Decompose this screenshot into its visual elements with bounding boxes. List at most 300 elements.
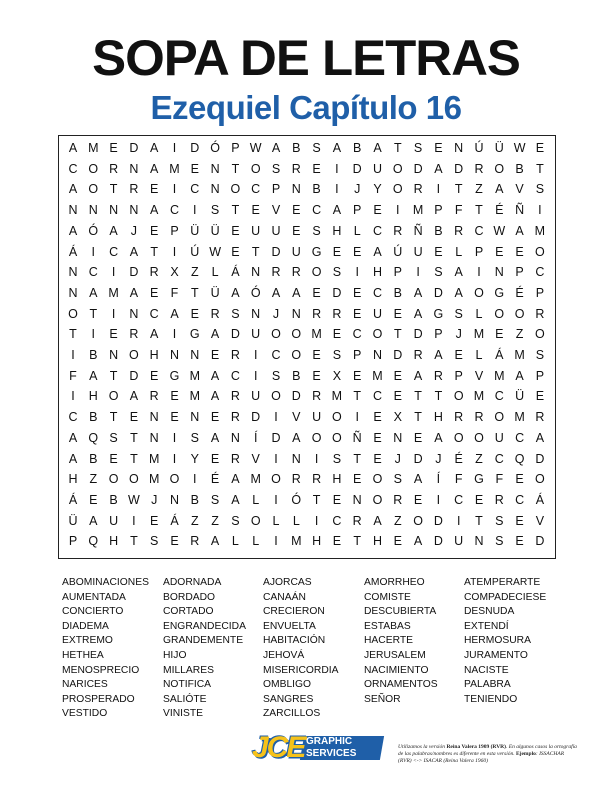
grid-cell[interactable]: T: [109, 182, 118, 197]
grid-cell[interactable]: E: [292, 223, 301, 238]
grid-cell[interactable]: A: [210, 327, 220, 342]
grid-cell[interactable]: N: [190, 348, 200, 362]
grid-cell[interactable]: A: [292, 430, 301, 445]
grid-cell[interactable]: C: [474, 223, 484, 238]
grid-cell[interactable]: C: [372, 389, 383, 404]
grid-cell[interactable]: N: [190, 410, 200, 425]
grid-cell[interactable]: T: [231, 203, 240, 218]
grid-cell[interactable]: S: [109, 430, 118, 445]
grid-cell[interactable]: I: [91, 327, 96, 342]
grid-cell[interactable]: Á: [68, 244, 78, 259]
grid-cell[interactable]: W: [209, 244, 221, 259]
grid-cell[interactable]: E: [150, 368, 159, 383]
grid-cell[interactable]: A: [210, 389, 220, 404]
grid-cell[interactable]: H: [149, 348, 159, 362]
grid-cell[interactable]: D: [393, 348, 403, 362]
grid-cell[interactable]: V: [271, 203, 281, 218]
grid-cell[interactable]: T: [536, 161, 544, 176]
grid-cell[interactable]: O: [108, 389, 119, 404]
grid-cell[interactable]: A: [68, 223, 78, 238]
grid-cell[interactable]: N: [291, 182, 301, 197]
grid-cell[interactable]: D: [433, 534, 443, 549]
grid-cell[interactable]: E: [393, 534, 402, 549]
grid-cell[interactable]: P: [434, 203, 443, 218]
grid-cell[interactable]: J: [151, 492, 158, 507]
grid-cell[interactable]: Q: [514, 451, 525, 466]
grid-cell[interactable]: L: [475, 306, 483, 321]
grid-cell[interactable]: E: [413, 492, 423, 507]
grid-cell[interactable]: G: [189, 327, 200, 342]
grid-cell[interactable]: I: [436, 492, 441, 507]
grid-cell[interactable]: R: [413, 182, 423, 197]
grid-cell[interactable]: R: [433, 368, 443, 383]
grid-cell[interactable]: I: [71, 348, 75, 362]
grid-cell[interactable]: X: [393, 410, 402, 425]
grid-cell[interactable]: W: [513, 141, 526, 155]
grid-cell[interactable]: Z: [89, 472, 98, 487]
grid-cell[interactable]: N: [149, 410, 159, 425]
grid-cell[interactable]: C: [149, 306, 159, 321]
grid-cell[interactable]: D: [271, 244, 281, 259]
grid-cell[interactable]: E: [373, 203, 382, 218]
grid-cell[interactable]: Ñ: [352, 430, 362, 445]
grid-cell[interactable]: L: [292, 513, 300, 528]
grid-cell[interactable]: M: [108, 285, 119, 300]
grid-cell[interactable]: A: [129, 285, 139, 300]
grid-cell[interactable]: R: [230, 389, 240, 404]
grid-cell[interactable]: P: [393, 265, 402, 280]
grid-cell[interactable]: C: [494, 451, 504, 466]
grid-cell[interactable]: M: [189, 389, 200, 404]
grid-cell[interactable]: D: [230, 327, 240, 342]
grid-cell[interactable]: U: [291, 244, 301, 259]
grid-cell[interactable]: A: [68, 451, 78, 466]
grid-cell[interactable]: T: [231, 161, 240, 176]
grid-cell[interactable]: E: [515, 472, 524, 487]
grid-cell[interactable]: A: [231, 472, 240, 487]
grid-cell[interactable]: I: [355, 265, 359, 280]
grid-cell[interactable]: D: [291, 389, 301, 404]
grid-cell[interactable]: A: [413, 534, 423, 549]
grid-cell[interactable]: V: [251, 451, 260, 466]
grid-cell[interactable]: S: [150, 534, 159, 549]
grid-cell[interactable]: O: [271, 327, 281, 342]
grid-cell[interactable]: Ú: [190, 244, 200, 259]
grid-cell[interactable]: É: [495, 203, 504, 218]
grid-cell[interactable]: R: [494, 492, 504, 507]
grid-cell[interactable]: B: [190, 492, 199, 507]
grid-cell[interactable]: N: [474, 534, 484, 549]
grid-cell[interactable]: R: [454, 410, 464, 425]
grid-cell[interactable]: F: [170, 285, 179, 300]
grid-cell[interactable]: I: [314, 451, 319, 466]
grid-cell[interactable]: M: [412, 203, 424, 218]
grid-cell[interactable]: P: [454, 368, 463, 383]
grid-cell[interactable]: H: [88, 389, 98, 404]
grid-cell[interactable]: A: [332, 203, 342, 218]
grid-cell[interactable]: A: [210, 368, 220, 383]
grid-cell[interactable]: D: [129, 368, 139, 383]
grid-cell[interactable]: T: [434, 389, 443, 404]
grid-cell[interactable]: E: [332, 244, 342, 259]
grid-cell[interactable]: T: [393, 327, 402, 342]
grid-cell[interactable]: E: [393, 368, 402, 383]
grid-cell[interactable]: T: [130, 534, 138, 549]
grid-cell[interactable]: A: [535, 430, 545, 445]
grid-cell[interactable]: L: [231, 534, 239, 549]
grid-cell[interactable]: C: [68, 410, 78, 425]
grid-cell[interactable]: E: [515, 513, 524, 528]
grid-cell[interactable]: B: [89, 348, 98, 362]
grid-cell[interactable]: E: [190, 161, 199, 176]
grid-cell[interactable]: C: [454, 492, 464, 507]
grid-cell[interactable]: L: [211, 265, 219, 280]
grid-cell[interactable]: T: [251, 244, 260, 259]
grid-cell[interactable]: E: [393, 389, 402, 404]
grid-cell[interactable]: E: [170, 410, 179, 425]
grid-cell[interactable]: A: [515, 223, 524, 238]
grid-cell[interactable]: U: [454, 534, 464, 549]
grid-cell[interactable]: U: [251, 389, 261, 404]
grid-cell[interactable]: H: [68, 472, 78, 487]
grid-cell[interactable]: E: [454, 348, 463, 362]
grid-cell[interactable]: I: [538, 203, 542, 218]
grid-cell[interactable]: E: [190, 306, 199, 321]
grid-cell[interactable]: A: [210, 534, 220, 549]
grid-cell[interactable]: B: [89, 410, 98, 425]
grid-cell[interactable]: C: [332, 513, 342, 528]
grid-cell[interactable]: D: [251, 410, 261, 425]
grid-cell[interactable]: M: [514, 348, 525, 362]
grid-cell[interactable]: M: [473, 389, 485, 404]
grid-cell[interactable]: A: [89, 285, 98, 300]
grid-cell[interactable]: E: [109, 451, 118, 466]
grid-cell[interactable]: O: [311, 430, 322, 445]
grid-cell[interactable]: I: [314, 513, 319, 528]
grid-cell[interactable]: R: [149, 265, 159, 280]
grid-cell[interactable]: P: [515, 265, 524, 280]
grid-cell[interactable]: S: [332, 348, 342, 362]
grid-cell[interactable]: S: [332, 265, 342, 280]
grid-cell[interactable]: M: [250, 472, 261, 487]
grid-cell[interactable]: L: [455, 244, 463, 259]
grid-cell[interactable]: T: [393, 141, 402, 155]
grid-cell[interactable]: I: [132, 513, 136, 528]
grid-cell[interactable]: C: [251, 182, 261, 197]
grid-cell[interactable]: S: [413, 141, 423, 155]
grid-cell[interactable]: R: [454, 223, 464, 238]
grid-cell[interactable]: I: [172, 141, 177, 155]
grid-cell[interactable]: T: [353, 534, 361, 549]
grid-cell[interactable]: T: [312, 492, 321, 507]
grid-cell[interactable]: J: [354, 182, 361, 197]
grid-cell[interactable]: D: [352, 161, 362, 176]
grid-cell[interactable]: Z: [393, 513, 402, 528]
grid-cell[interactable]: R: [535, 306, 545, 321]
grid-cell[interactable]: N: [230, 430, 240, 445]
grid-cell[interactable]: S: [535, 182, 545, 197]
grid-cell[interactable]: G: [169, 368, 180, 383]
grid-cell[interactable]: I: [274, 410, 278, 425]
grid-cell[interactable]: I: [253, 348, 258, 362]
grid-cell[interactable]: A: [150, 161, 159, 176]
grid-cell[interactable]: T: [414, 389, 422, 404]
grid-cell[interactable]: A: [454, 285, 463, 300]
grid-cell[interactable]: E: [474, 492, 484, 507]
grid-cell[interactable]: N: [454, 141, 464, 155]
grid-cell[interactable]: B: [353, 141, 362, 155]
grid-cell[interactable]: N: [109, 348, 119, 362]
grid-cell[interactable]: S: [434, 265, 443, 280]
grid-cell[interactable]: S: [495, 534, 504, 549]
grid-cell[interactable]: M: [311, 327, 322, 342]
grid-cell[interactable]: V: [474, 368, 484, 383]
grid-cell[interactable]: J: [435, 451, 442, 466]
grid-cell[interactable]: I: [456, 513, 461, 528]
grid-cell[interactable]: S: [454, 306, 463, 321]
grid-cell[interactable]: I: [111, 265, 116, 280]
grid-cell[interactable]: M: [473, 327, 485, 342]
grid-cell[interactable]: Á: [495, 348, 504, 362]
grid-cell[interactable]: O: [392, 182, 403, 197]
grid-cell[interactable]: Z: [190, 513, 199, 528]
grid-cell[interactable]: R: [230, 410, 240, 425]
grid-cell[interactable]: L: [252, 492, 260, 507]
grid-cell[interactable]: I: [396, 203, 400, 218]
grid-cell[interactable]: E: [495, 327, 504, 342]
grid-cell[interactable]: E: [210, 348, 220, 362]
grid-cell[interactable]: E: [434, 244, 443, 259]
grid-cell[interactable]: E: [231, 244, 240, 259]
grid-cell[interactable]: E: [353, 306, 362, 321]
grid-cell[interactable]: M: [494, 368, 505, 383]
grid-cell[interactable]: E: [170, 534, 179, 549]
grid-cell[interactable]: E: [353, 472, 362, 487]
grid-cell[interactable]: Ü: [190, 223, 200, 238]
grid-cell[interactable]: I: [172, 430, 177, 445]
grid-cell[interactable]: A: [210, 430, 220, 445]
grid-cell[interactable]: R: [149, 389, 159, 404]
grid-cell[interactable]: E: [495, 244, 504, 259]
grid-cell[interactable]: A: [495, 182, 504, 197]
grid-cell[interactable]: O: [494, 410, 505, 425]
grid-cell[interactable]: A: [434, 161, 443, 176]
grid-cell[interactable]: U: [494, 430, 504, 445]
grid-cell[interactable]: B: [312, 182, 321, 197]
grid-cell[interactable]: U: [312, 410, 322, 425]
grid-cell[interactable]: A: [454, 265, 463, 280]
grid-cell[interactable]: D: [129, 141, 139, 155]
grid-cell[interactable]: R: [535, 410, 545, 425]
grid-cell[interactable]: I: [274, 534, 278, 549]
grid-cell[interactable]: I: [172, 244, 177, 259]
grid-cell[interactable]: T: [475, 203, 483, 218]
grid-cell[interactable]: O: [291, 348, 302, 362]
grid-cell[interactable]: H: [433, 410, 443, 425]
grid-cell[interactable]: R: [129, 327, 139, 342]
grid-cell[interactable]: O: [271, 472, 281, 487]
grid-cell[interactable]: H: [332, 472, 342, 487]
grid-cell[interactable]: Z: [475, 451, 483, 466]
grid-cell[interactable]: R: [109, 161, 119, 176]
grid-cell[interactable]: N: [68, 203, 78, 218]
grid-cell[interactable]: E: [210, 410, 220, 425]
grid-cell[interactable]: W: [127, 492, 140, 507]
grid-cell[interactable]: S: [231, 513, 240, 528]
grid-cell[interactable]: D: [433, 285, 443, 300]
grid-cell[interactable]: Z: [515, 327, 524, 342]
grid-cell[interactable]: I: [111, 306, 116, 321]
grid-cell[interactable]: N: [210, 182, 220, 197]
grid-cell[interactable]: O: [68, 306, 78, 321]
grid-cell[interactable]: Ó: [291, 492, 302, 507]
grid-cell[interactable]: R: [312, 389, 322, 404]
grid-cell[interactable]: Ó: [250, 285, 261, 300]
grid-cell[interactable]: A: [271, 285, 281, 300]
grid-cell[interactable]: E: [210, 451, 220, 466]
grid-cell[interactable]: B: [109, 492, 118, 507]
grid-cell[interactable]: T: [89, 306, 98, 321]
grid-cell[interactable]: E: [413, 430, 423, 445]
grid-cell[interactable]: E: [312, 348, 321, 362]
grid-cell[interactable]: A: [413, 368, 423, 383]
grid-cell[interactable]: P: [170, 223, 179, 238]
grid-cell[interactable]: N: [169, 492, 180, 507]
grid-cell[interactable]: X: [332, 368, 342, 383]
grid-cell[interactable]: D: [413, 451, 423, 466]
grid-cell[interactable]: M: [291, 534, 302, 549]
grid-cell[interactable]: N: [251, 265, 261, 280]
grid-cell[interactable]: V: [515, 182, 524, 197]
grid-cell[interactable]: E: [150, 513, 159, 528]
grid-cell[interactable]: O: [129, 348, 139, 362]
grid-cell[interactable]: P: [68, 534, 78, 549]
grid-cell[interactable]: P: [535, 285, 545, 300]
grid-cell[interactable]: O: [453, 389, 464, 404]
grid-cell[interactable]: Q: [88, 534, 99, 549]
grid-cell[interactable]: E: [312, 161, 321, 176]
grid-cell[interactable]: T: [69, 327, 77, 342]
grid-cell[interactable]: C: [88, 265, 98, 280]
grid-cell[interactable]: Y: [373, 182, 382, 197]
grid-cell[interactable]: N: [68, 285, 78, 300]
grid-cell[interactable]: O: [311, 265, 322, 280]
grid-cell[interactable]: D: [535, 534, 545, 549]
grid-cell[interactable]: G: [311, 244, 322, 259]
grid-cell[interactable]: S: [231, 306, 240, 321]
grid-cell[interactable]: C: [109, 244, 119, 259]
grid-cell[interactable]: Z: [475, 182, 483, 197]
grid-cell[interactable]: Ü: [210, 223, 220, 238]
grid-cell[interactable]: T: [414, 410, 422, 425]
grid-cell[interactable]: I: [253, 368, 258, 383]
grid-cell[interactable]: S: [312, 223, 321, 238]
grid-cell[interactable]: A: [109, 223, 118, 238]
grid-cell[interactable]: A: [434, 430, 443, 445]
grid-cell[interactable]: U: [372, 306, 383, 321]
grid-cell[interactable]: E: [312, 285, 321, 300]
grid-cell[interactable]: O: [372, 492, 383, 507]
grid-cell[interactable]: H: [332, 223, 342, 238]
grid-cell[interactable]: A: [89, 513, 98, 528]
grid-cell[interactable]: O: [474, 285, 484, 300]
grid-cell[interactable]: O: [88, 161, 99, 176]
grid-cell[interactable]: S: [495, 513, 504, 528]
grid-cell[interactable]: A: [150, 327, 159, 342]
grid-cell[interactable]: E: [150, 223, 159, 238]
grid-cell[interactable]: U: [413, 244, 423, 259]
grid-cell[interactable]: R: [291, 472, 301, 487]
grid-cell[interactable]: O: [88, 182, 99, 197]
grid-cell[interactable]: T: [150, 244, 158, 259]
grid-cell[interactable]: O: [108, 472, 119, 487]
grid-cell[interactable]: Ü: [494, 141, 504, 155]
grid-cell[interactable]: A: [413, 285, 423, 300]
grid-cell[interactable]: E: [312, 368, 321, 383]
grid-cell[interactable]: E: [535, 141, 545, 155]
grid-cell[interactable]: F: [454, 472, 463, 487]
grid-cell[interactable]: S: [271, 161, 281, 176]
grid-cell[interactable]: Ü: [68, 513, 78, 528]
grid-cell[interactable]: N: [88, 203, 98, 218]
grid-cell[interactable]: A: [413, 306, 423, 321]
grid-cell[interactable]: C: [494, 389, 504, 404]
grid-cell[interactable]: C: [535, 265, 545, 280]
grid-cell[interactable]: L: [353, 223, 361, 238]
grid-cell[interactable]: M: [148, 451, 160, 466]
grid-cell[interactable]: E: [353, 368, 362, 383]
grid-cell[interactable]: J: [455, 327, 462, 342]
grid-cell[interactable]: O: [474, 430, 484, 445]
grid-cell[interactable]: Ó: [88, 223, 99, 238]
grid-cell[interactable]: H: [312, 534, 322, 549]
grid-cell[interactable]: O: [413, 513, 423, 528]
grid-cell[interactable]: E: [393, 306, 402, 321]
grid-cell[interactable]: J: [272, 306, 280, 321]
grid-cell[interactable]: E: [129, 410, 139, 425]
grid-cell[interactable]: N: [393, 430, 403, 445]
grid-cell[interactable]: P: [474, 244, 484, 259]
grid-cell[interactable]: B: [393, 285, 402, 300]
grid-cell[interactable]: C: [372, 285, 383, 300]
grid-cell[interactable]: O: [494, 306, 505, 321]
grid-cell[interactable]: J: [394, 451, 401, 466]
grid-cell[interactable]: M: [148, 472, 160, 487]
grid-cell[interactable]: O: [250, 161, 261, 176]
grid-cell[interactable]: I: [274, 451, 278, 466]
grid-cell[interactable]: F: [69, 368, 77, 383]
grid-cell[interactable]: O: [230, 182, 241, 197]
grid-cell[interactable]: C: [169, 203, 180, 218]
grid-cell[interactable]: G: [494, 285, 505, 300]
grid-cell[interactable]: D: [413, 327, 423, 342]
grid-cell[interactable]: E: [373, 430, 382, 445]
grid-cell[interactable]: Ñ: [515, 203, 525, 218]
grid-cell[interactable]: O: [291, 327, 302, 342]
grid-cell[interactable]: S: [271, 368, 281, 383]
grid-cell[interactable]: O: [372, 327, 383, 342]
grid-cell[interactable]: E: [515, 244, 524, 259]
grid-cell[interactable]: Á: [68, 492, 78, 507]
grid-cell[interactable]: Ú: [393, 244, 403, 259]
grid-cell[interactable]: C: [515, 430, 525, 445]
grid-cell[interactable]: E: [292, 203, 301, 218]
grid-cell[interactable]: C: [230, 368, 240, 383]
grid-cell[interactable]: R: [352, 513, 362, 528]
grid-cell[interactable]: A: [434, 348, 443, 362]
grid-cell[interactable]: V: [535, 513, 545, 528]
grid-cell[interactable]: F: [454, 203, 463, 218]
